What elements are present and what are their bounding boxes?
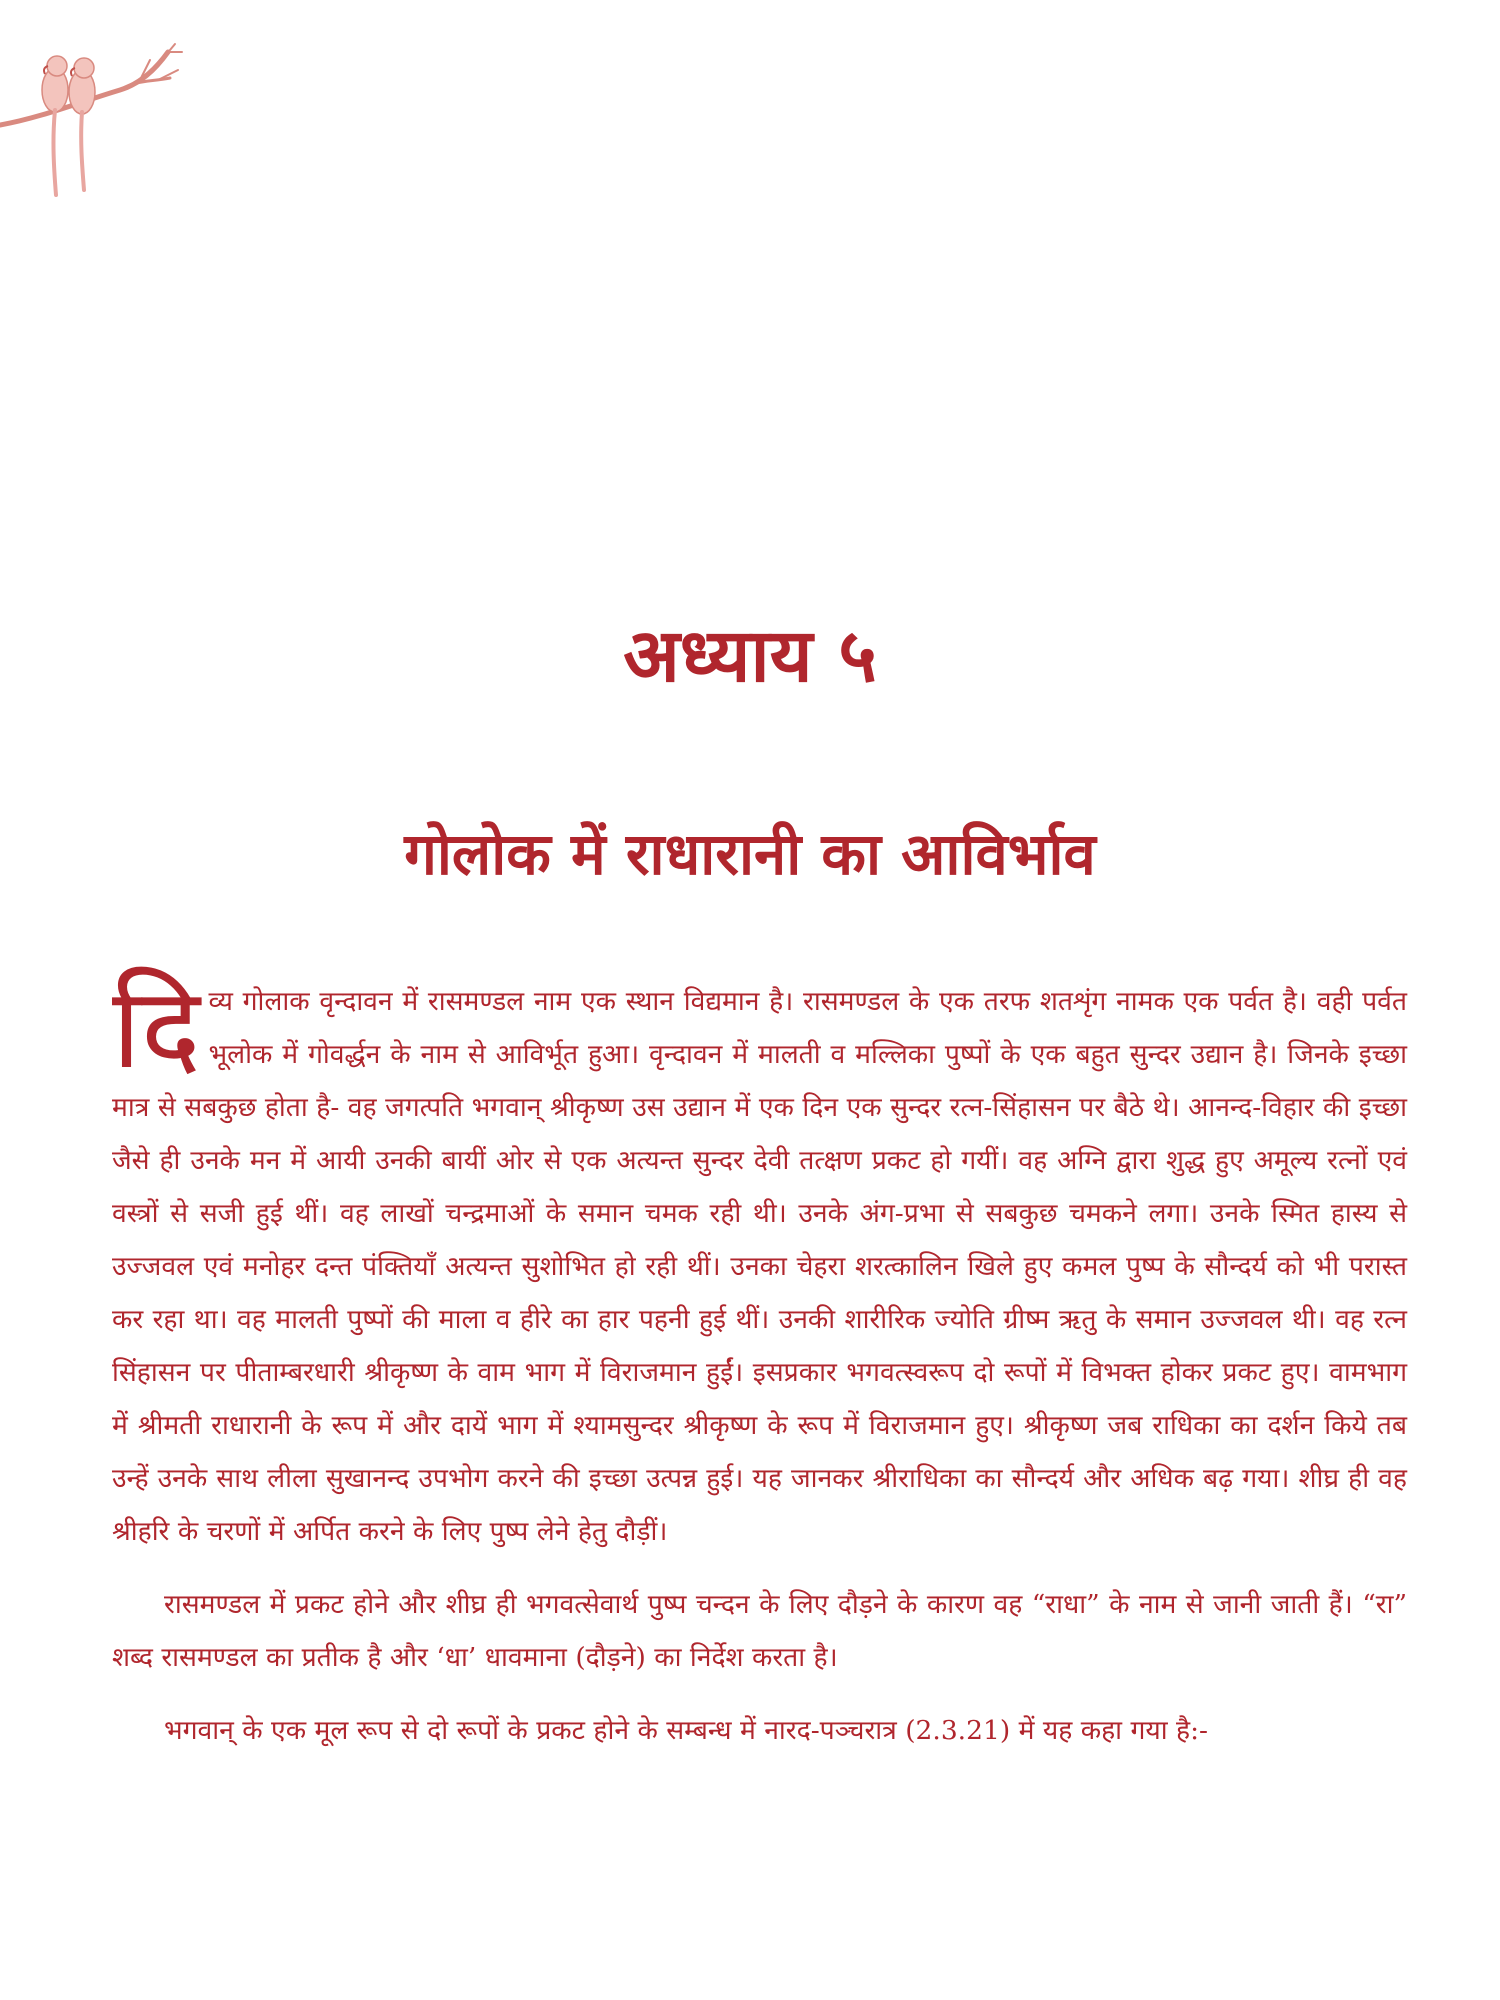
drop-cap: दि xyxy=(112,964,201,1094)
body-text xyxy=(112,964,1408,1777)
paragraph-1-text: व्य गोलाक वृन्दावन में रासमण्डल नाम एक स्थान विद्यमान है। रासमण्डल के एक तरफ शतशृंग नामक एक पर्वत है। वही पर्वत भूलोक में गोवर्द्धन के नाम से आविर्भूत हुआ। वृन्दावन में मालती व मल्लिका पुष्पों के एक बहुत सुन्दर उद्यान है। जिनके इच्छा मात्र से सबकुछ होता है- वह जगत्पति भगवान् श्रीकृष्ण उस उद्यान में एक दिन एक सुन्दर रत्न-सिंहासन पर बैठे थे। आनन्द-विहार की इच्छा जैसे ही उनके मन में आयी उनकी बायीं ओर से एक अत्यन्त सुन्दर देवी तत्क्षण प्रकट हो गयीं। वह अग्नि द्वारा शुद्ध हुए अमूल्य रत्नों एवं वस्त्रों से सजी हुई थीं। वह लाखों चन्द्रमाओं के समान चमक रही थी। उनके अंग-प्रभा से सबकुछ चमकने लगा। उनके स्मित हास्य से उज्जवल एवं मनोहर दन्त पंक्तियाँ अत्यन्त सुशोभित हो रही थीं। उनका चेहरा शरत्कालिन खिले हुए कमल पुष्प के सौन्दर्य को भी परास्त कर रहा था। वह मालती पुष्पों की माला व हीरे का हार पहनी हुई थीं। उनकी शारीरिक ज्योति ग्रीष्म ऋतु के समान उज्जवल थी। वह रत्न सिंहासन पर पीताम्बरधारी श्रीकृष्ण के वाम भाग में विराजमान हुईं। इसप्रकार भगवत्स्वरूप दो रूपों में विभक्त होकर प्रकट हुए। वामभाग में श्रीमती राधारानी के रूप में और दायें भाग में श्यामसुन्दर श्रीकृष्ण के रूप में विराजमान हुए। श्रीकृष्ण जब राधिका का दर्शन किये तब उन्हें उनके साथ लीला सुखानन्द उपभोग करने की इच्छा उत्पन्न हुई। यह जानकर श्रीराधिका का सौन्दर्य और अधिक बढ़ गया। शीघ्र ही वह श्रीहरि के चरणों में अर्पित करने के लिए पुष्प लेने हेतु दौड़ीं। xyxy=(112,986,1408,1547)
parrots-on-branch-icon xyxy=(0,30,185,205)
paragraph-3: भगवान् के एक मूल रूप से दो रूपों के प्रकट होने के सम्बन्ध में नारद-पञ्चरात्र (2.3.21) में यह कहा गया है:- xyxy=(164,1715,1208,1746)
paragraph-2: रासमण्डल में प्रकट होने और शीघ्र ही भगवत्सेवार्थ पुष्प चन्दन के लिए दौड़ने के कारण वह “राधा” के नाम से जानी जाती हैं। “रा” शब्द रासमण्डल का प्रतीक है और ‘धा’ धावमाना (दौड़ने) का निर्देश करता है। xyxy=(112,1589,1407,1673)
chapter-title: गोलोक में राधारानी का आविर्भाव xyxy=(404,820,1096,888)
paragraph-1 xyxy=(112,964,1408,1558)
chapter-label: अध्याय ५ xyxy=(623,613,877,699)
